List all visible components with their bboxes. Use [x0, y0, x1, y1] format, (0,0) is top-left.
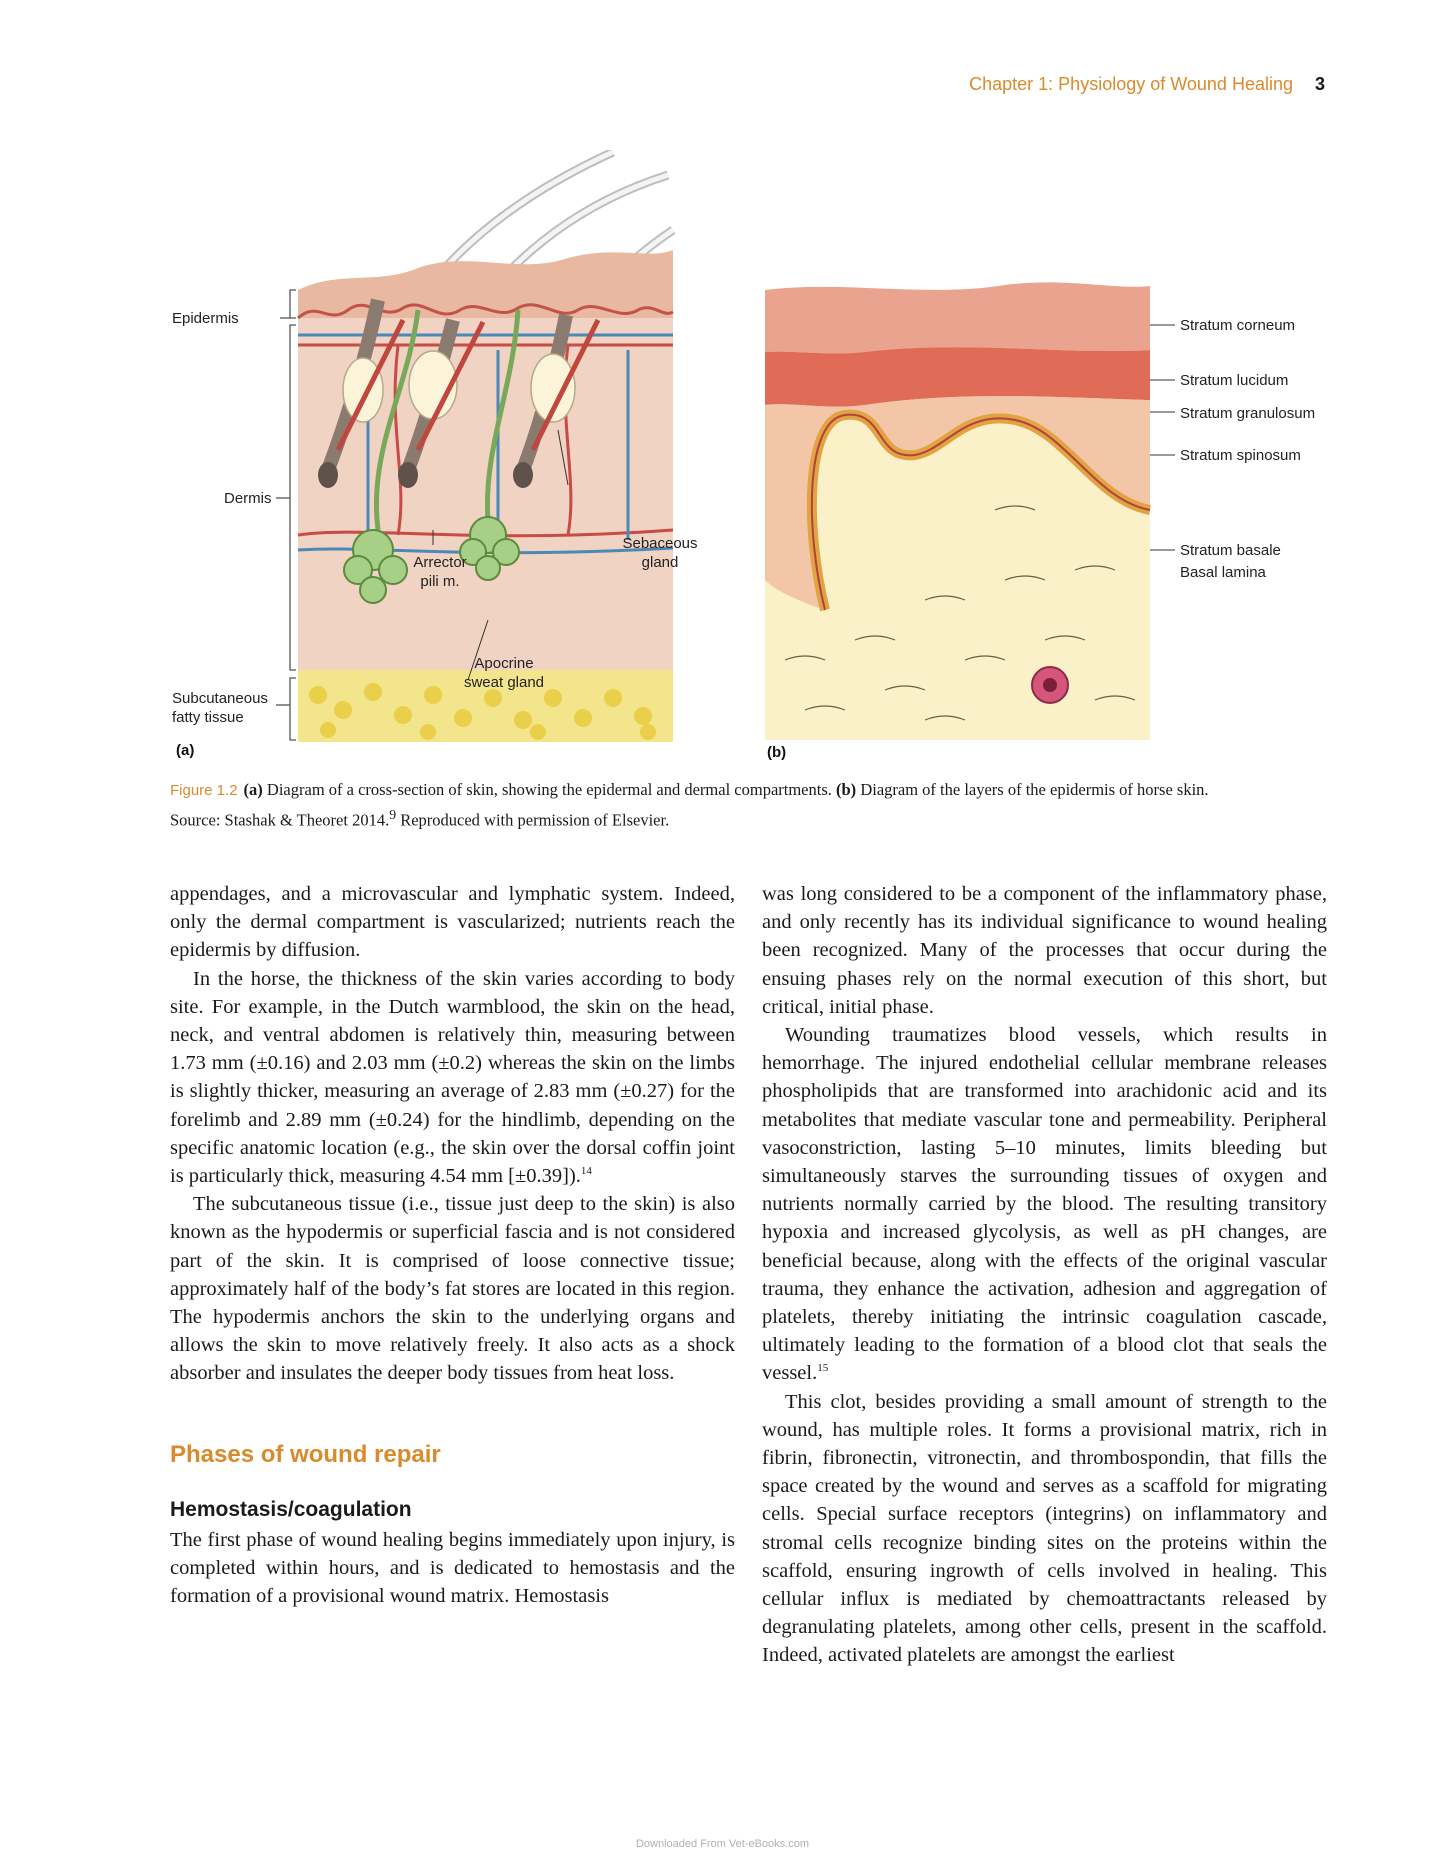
- caption-source-ref: 9: [389, 807, 397, 822]
- paragraph: appendages, and a microvascular and lymphatic system. Indeed, only the dermal compartment is vascularized; nutrients reach the epidermis by diffusion.: [170, 883, 735, 962]
- figure-caption: [170, 778, 1330, 833]
- chapter-title: Chapter 1: Physiology of Wound Healing: [969, 74, 1293, 94]
- label-sebaceous-2: gland: [641, 554, 679, 571]
- subsection-heading: Hemostasis/coagulation: [170, 1497, 412, 1521]
- label-stratum-basale: Stratum basale: [1180, 542, 1281, 559]
- paragraph-skin-thickness: [170, 965, 735, 1191]
- label-subcutaneous-2: fatty tissue: [172, 709, 244, 726]
- label-apocrine-1: Apocrine: [474, 655, 534, 672]
- label-stratum-corneum: Stratum corneum: [1180, 317, 1296, 334]
- caption-b-tag: (b): [836, 780, 857, 799]
- label-epidermis: Epidermis: [172, 310, 239, 327]
- paragraph: was long considered to be a component of the inflammatory phase, and only recently has its individual significance to wound healing been recognized. Many of the processes that occur during the ensuing phases rely on the normal execution of this short, but critical, initial phase.: [762, 883, 1327, 1018]
- label-stratum-granulosum: Stratum granulosum: [1180, 405, 1316, 422]
- section-heading: Phases of wound repair: [170, 1440, 441, 1468]
- citation-ref: 14: [580, 1165, 592, 1178]
- layer-brackets: [276, 290, 296, 740]
- caption-a-text: Diagram of a cross-section of skin, showing the epidermal and dermal compartments.: [262, 780, 837, 799]
- label-apocrine-2: sweat gland: [463, 674, 545, 691]
- dermis-block: [298, 290, 673, 680]
- figure-panel-b-epidermis-layers: [765, 280, 1335, 760]
- paragraph-text: In the horse, the thickness of the skin varies according to body site. For example, in the Dutch warmblood, the skin on the head, neck, and ventral abdomen is relatively thin, measuring between 1.73 mm (±0.16) and 2.03 mm (±0.2) whereas the skin on the limbs is slightly thicker, measuring an average of 2.83 mm (±0.27) for the forelimb and 2.89 mm (±0.24) for the hindlimb, depending on the specific anatomic location (e.g., the skin over the dorsal coffin joint is particularly thick, measuring 4.54 mm [±0.39]).: [170, 967, 735, 1188]
- red-blood-cell: [1043, 678, 1057, 692]
- label-arrector-2: pili m.: [420, 573, 460, 590]
- caption-a-tag: (a): [243, 780, 263, 799]
- label-basal-lamina: Basal lamina: [1180, 564, 1266, 581]
- caption-source-tail: Reproduced with permission of Elsevier.: [396, 810, 670, 830]
- paragraph: The first phase of wound healing begins immediately upon injury, is completed within hours, and is dedicated to hemostasis and the formation of a provisional wound matrix. Hemostasis: [170, 1528, 735, 1608]
- label-dermis: Dermis: [224, 490, 272, 507]
- caption-b-text: Diagram of the layers of the epidermis of horse skin.: [856, 780, 1209, 799]
- paragraph-hemorrhage: [762, 1021, 1327, 1388]
- stratum-corneum-band: [765, 282, 1150, 353]
- figure-number: Figure 1.2: [170, 782, 238, 799]
- label-subcutaneous-1: Subcutaneous: [172, 690, 268, 707]
- panel-a-tag: (a): [176, 742, 195, 759]
- footer-watermark: Downloaded From Vet-eBooks.com: [635, 1838, 810, 1850]
- citation-ref: 15: [817, 1362, 829, 1375]
- paragraph: This clot, besides providing a small amount of strength to the wound, has multiple roles. It forms a provisional matrix, rich in fibrin, fibronectin, vitronectin, and thrombospondin, that fills the space created by the wound and serves as a scaffold for migrating cells. Special surface receptors (integrins) on inflammatory and stromal cells recognize binding sites on the proteins within the scaffold, ensuring ingrowth of cells involved in healing. This cellular influx is mediated by chemoattractants released by degranulating platelets, among other cells, present in the scaffold. Indeed, activated platelets are amongst the earliest: [762, 1390, 1327, 1667]
- label-sebaceous-1: Sebaceous: [622, 535, 698, 552]
- label-stratum-spinosum: Stratum spinosum: [1180, 447, 1301, 464]
- running-header: [700, 74, 1325, 95]
- page-number: 3: [1314, 74, 1325, 94]
- caption-source: Source: Stashak & Theoret 2014.: [170, 810, 390, 830]
- leader-lines-b: [1150, 325, 1175, 550]
- left-column: [170, 880, 735, 1610]
- figure-panel-a-skin-cross-section: [168, 150, 753, 760]
- label-stratum-lucidum: Stratum lucidum: [1180, 372, 1289, 389]
- paragraph-text: Wounding traumatizes blood vessels, which results in hemorrhage. The injured endothelial cellular membrane releases phospholipids that are transformed into arachidonic acid and its metabolites that mediate vascular tone and permeability. Peripheral vasoconstriction, lasting 5–10 minutes, limits bleeding but simultaneously starves the surrounding tissues of oxygen and nutrients normally carried by the blood. The resulting transitory hypoxia and increased glycolysis, as well as pH changes, are beneficial because, along with the effects of the original vascular trauma, they enhance the activation, adhesion and aggregation of platelets, thereby initiating the intrinsic coagulation cascade, ultimately leading to the formation of a blood clot that seals the vessel.: [762, 1024, 1327, 1385]
- paragraph: The subcutaneous tissue (i.e., tissue just deep to the skin) is also known as the hypodermis or superficial fascia and is not considered part of the skin. It is comprised of loose connective tissue; approximately half of the body’s fat stores are located in this region. The hypodermis anchors the skin to the underlying organs and allows the skin to move relatively freely. It also acts as a shock absorber and insulates the deeper body tissues from heat loss.: [170, 1193, 735, 1385]
- label-arrector-1: Arrector: [413, 554, 467, 571]
- panel-b-tag: (b): [767, 744, 787, 760]
- right-column: [762, 880, 1327, 1670]
